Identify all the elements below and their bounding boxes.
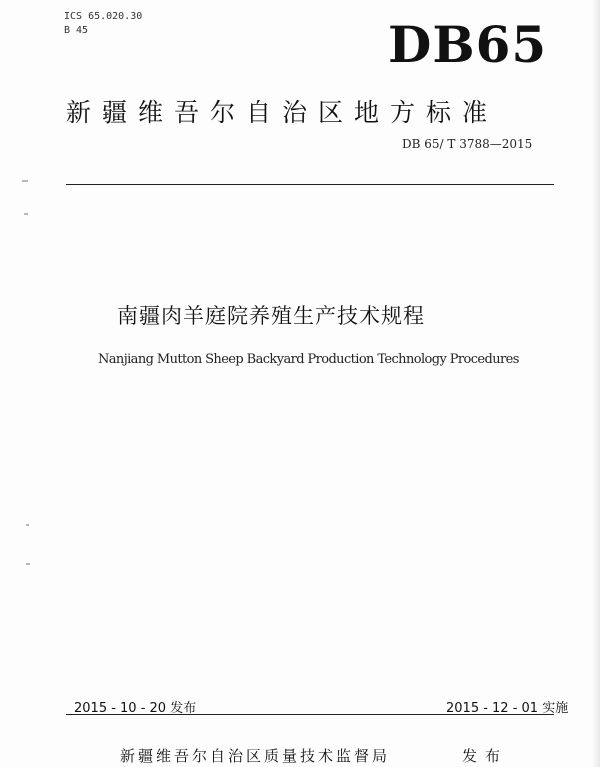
classification-codes [64, 10, 142, 38]
publish-label: 发布 [462, 747, 509, 765]
scan-mark [24, 213, 28, 215]
scan-edge-shadow [592, 0, 600, 767]
document-title-english: Nanjiang Mutton Sheep Backyard Production Technology Procedures [98, 352, 519, 367]
standard-type-heading: 新疆维吾尔自治区地方标准 [66, 98, 499, 127]
issuing-authority: 新疆维吾尔自治区质量技术监督局 [120, 747, 391, 765]
bottom-divider [66, 714, 554, 715]
document-title-chinese: 南疆肉羊庭院养殖生产技术规程 [117, 304, 425, 328]
scan-mark [26, 524, 29, 526]
ics-code: ICS 65.020.30 [64, 11, 143, 22]
scan-mark [22, 180, 28, 182]
standard-number: DB 65/ T 3788—2015 [402, 137, 533, 151]
standard-logo: DB65 [388, 15, 548, 74]
implementation-date: 2015 - 12 - 01 实施 [446, 701, 569, 716]
top-divider [66, 184, 554, 185]
issue-date: 2015 - 10 - 20 发布 [74, 701, 197, 716]
scan-mark [26, 563, 30, 565]
class-code: B 45 [64, 25, 89, 36]
